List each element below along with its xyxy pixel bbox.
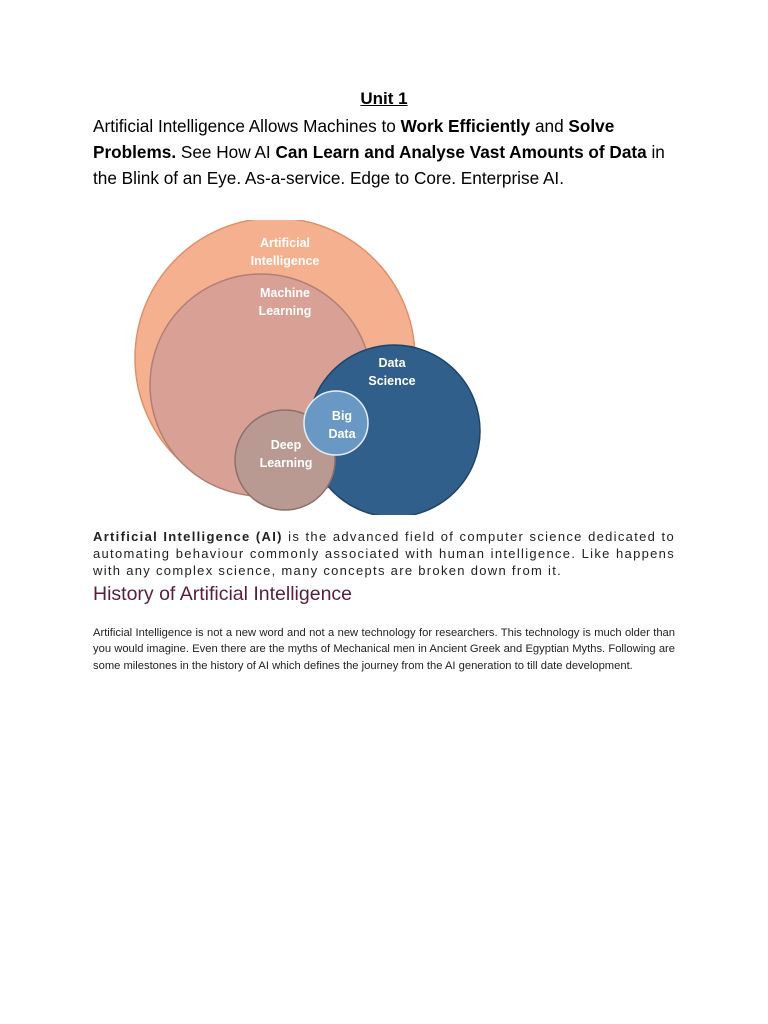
ml-label-line2: Learning: [258, 304, 312, 318]
intro-bold-1: Work Efficiently: [400, 116, 531, 136]
bd-circle: [304, 391, 368, 455]
unit-title: Unit 1: [360, 89, 408, 108]
ai-definition-term: Artificial Intelligence (AI): [93, 529, 283, 544]
ds-label-line2: Science: [368, 374, 416, 388]
intro-paragraph: [93, 113, 683, 191]
intro-text-3: See How AI: [176, 142, 276, 162]
ai-venn-diagram: [130, 220, 490, 515]
intro-bold-2: Solve Problems.: [93, 116, 615, 162]
bd-label-line2: Data: [328, 427, 356, 441]
ai-definition: [93, 528, 675, 579]
ml-label-line1: Machine: [259, 286, 311, 300]
history-heading: History of Artificial Intelligence: [93, 583, 353, 605]
ai-label-line1: Artificial: [259, 236, 311, 250]
ds-label-line1: Data: [378, 356, 406, 370]
intro-text-2: and: [530, 116, 569, 136]
dl-label-line2: Learning: [259, 456, 313, 470]
ai-label-line2: Intelligence: [250, 254, 320, 268]
ai-definition-text: is the advanced field of computer science dedicated to automating behaviour commonly associated with human intelligence. Like happens with any complex science, many concepts are broken down from it.: [93, 529, 675, 578]
dl-label-line1: Deep: [270, 438, 302, 452]
history-paragraph: Artificial Intelligence is not a new word and not a new technology for researchers. This technology is much older than you would imagine. Even there are the myths of Mechanical men in Ancient Greek and Egyptian Myths. Following are some milestones in the history of AI which defines the journey from the AI generation to till date development.: [93, 627, 675, 672]
intro-bold-3: Can Learn and Analyse Vast Amounts of Data: [275, 142, 647, 162]
bd-label-line1: Big: [331, 409, 353, 423]
intro-text-4: in the Blink of an Eye. As-a-service. Edge to Core. Enterprise AI.: [93, 142, 665, 188]
intro-text-1: Artificial Intelligence Allows Machines to: [93, 116, 401, 136]
